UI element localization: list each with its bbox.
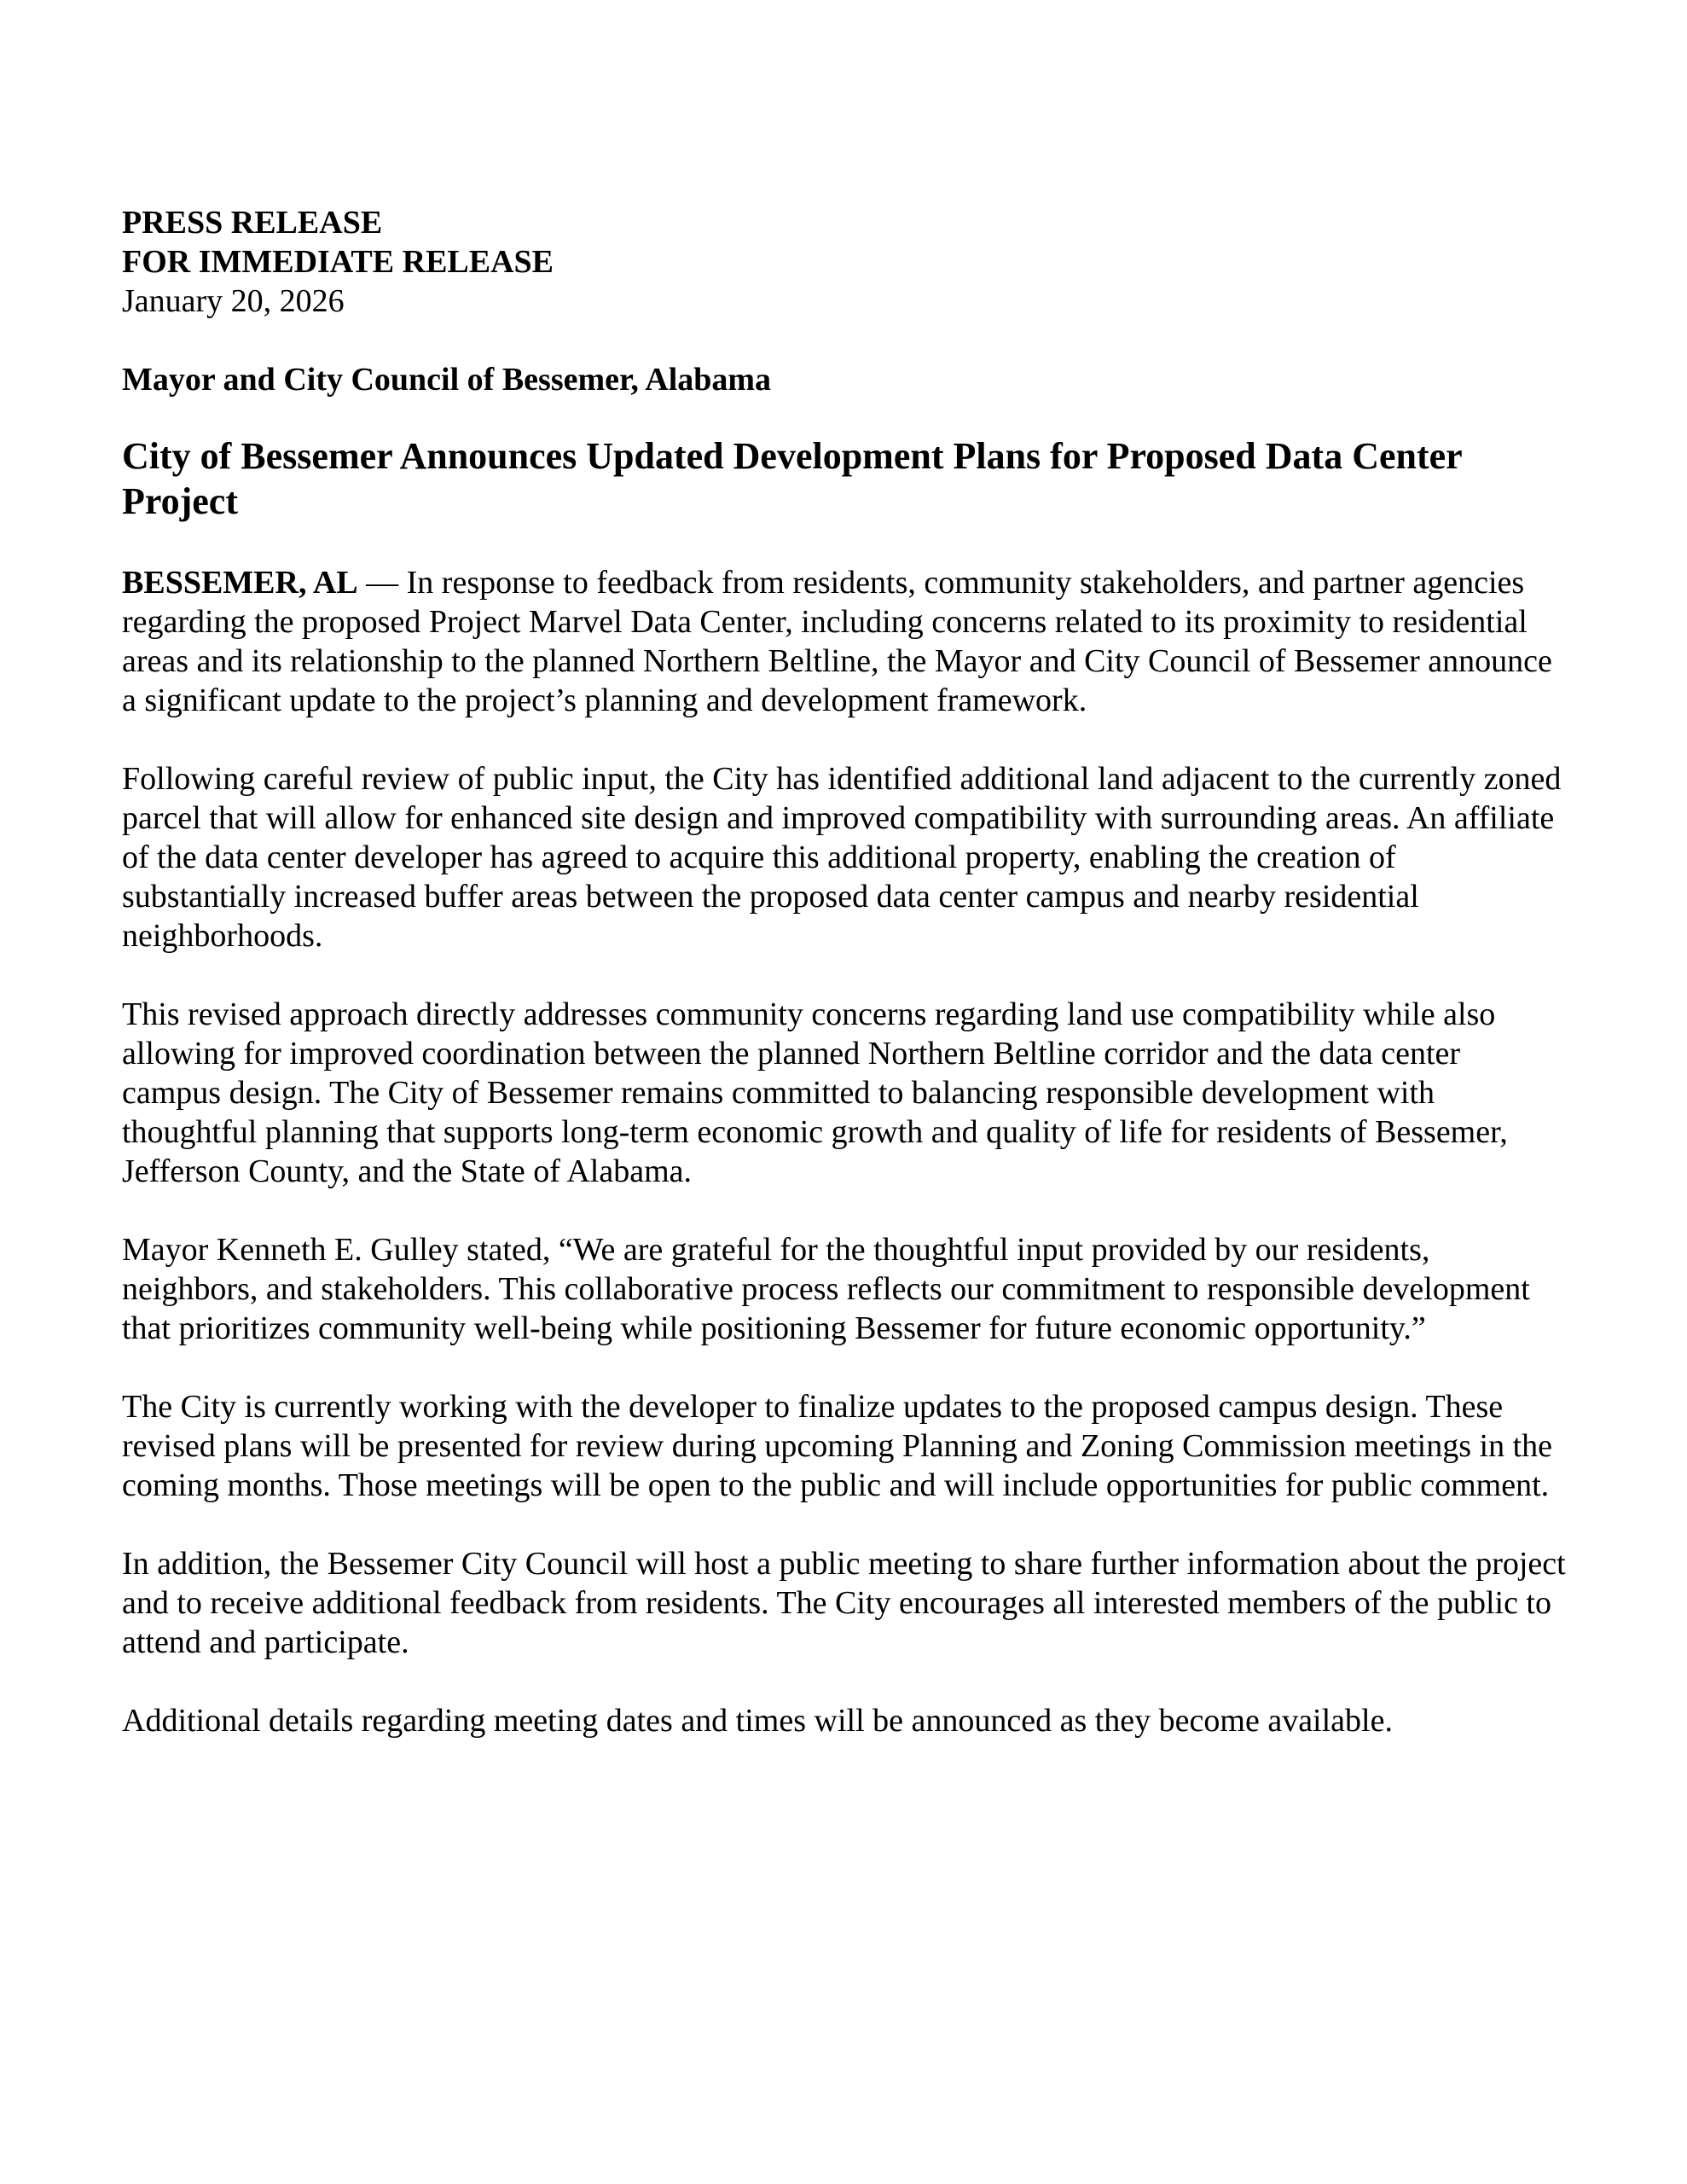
body-paragraph-1: Following careful review of public input, the City has identified additional land adjacent to the currently zoned parcel that will allow for enhanced site design and improved compatibility with surrounding areas. An affiliate of the data center developer has agreed to acquire this additional property, enabling the creation of substantially increased buffer areas between the proposed data center campus and nearby residential neighborhoods. <box>122 761 1562 954</box>
body-paragraph-4: The City is currently working with the developer to finalize updates to the proposed campus design. These revised plans will be presented for review during upcoming Planning and Zoning Commission meetings in the coming months. Those meetings will be open to the public and will include opportunities for public comment. <box>122 1389 1552 1503</box>
for-immediate-release-label: FOR IMMEDIATE RELEASE <box>122 244 554 280</box>
press-release-label: PRESS RELEASE <box>122 205 383 241</box>
lead-paragraph <box>122 563 1567 720</box>
body-paragraph-5: In addition, the Bessemer City Council will host a public meeting to share further information about the project and to receive additional feedback from residents. The City encourages all interested members of the public to attend and participate. <box>122 1546 1566 1660</box>
body-paragraph-3: Mayor Kenneth E. Gulley stated, “We are grateful for the thoughtful input provided by our residents, neighbors, and stakeholders. This collaborative process reflects our commitment to responsible development that prioritizes community well-being while positioning Bessemer for future economic opportunity.” <box>122 1232 1530 1346</box>
headline: City of Bessemer Announces Updated Development Plans for Proposed Data Center Project <box>122 435 1462 522</box>
issuer-byline: Mayor and City Council of Bessemer, Alabama <box>122 362 772 398</box>
dateline: BESSEMER, AL <box>122 565 358 601</box>
body-paragraph-2: This revised approach directly addresses community concerns regarding land use compatibility while also allowing for improved coordination between the planned Northern Beltline corridor and the data center campus design. The City of Bessemer remains committed to balancing responsible development with thoughtful planning that supports long-term economic growth and quality of life for residents of Bessemer, Jefferson County, and the State of Alabama. <box>122 996 1508 1189</box>
release-date: January 20, 2026 <box>122 283 345 319</box>
document-header <box>122 203 1567 321</box>
body-paragraph-6: Additional details regarding meeting dates and times will be announced as they become available. <box>122 1703 1393 1739</box>
lead-paragraph-text: — In response to feedback from residents, community stakeholders, and partner agencies regarding the proposed Project Marvel Data Center, including concerns related to its proximity to residential areas and its relationship to the planned Northern Beltline, the Mayor and City Council of Bessemer announce a significant update to the project’s planning and development framework. <box>122 565 1552 718</box>
